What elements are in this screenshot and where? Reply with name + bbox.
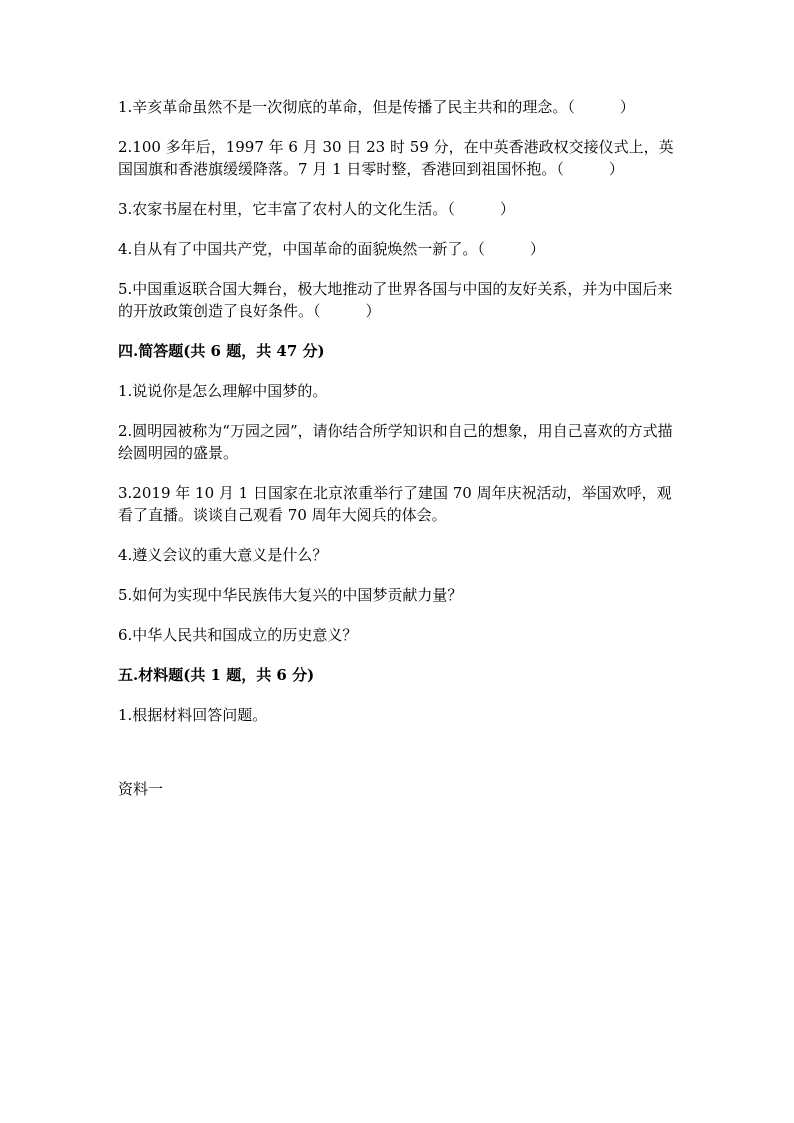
tf-question-1: 1.辛亥革命虽然不是一次彻底的革命，但是传播了民主共和的理念。（ ）: [118, 98, 635, 116]
true-false-section: [118, 96, 674, 322]
short-answer-question-3: 3.2019 年 10 月 1 日国家在北京浓重举行了建国 70 周年庆祝活动，举国欢呼，观看了直播。谈谈自己观看 70 周年大阅兵的体会。: [118, 484, 672, 524]
material-question-1: 1.根据材料回答问题。: [118, 706, 268, 724]
material-label: 资料一: [118, 780, 164, 798]
short-answer-question-2: 2.圆明园被称为“万园之园”，请你结合所学知识和自己的想象，用自己喜欢的方式描绘圆明园的盛景。: [118, 422, 673, 462]
tf-question-2: 2.100 多年后，1997 年 6 月 30 日 23 时 59 分，在中英香港政权交接仪式上，英国国旗和香港旗缓缓降落。7 月 1 日零时整，香港回到祖国怀抱。（ ）: [118, 138, 674, 178]
short-answer-question-5: 5.如何为实现中华民族伟大复兴的中国梦贡献力量？: [118, 586, 463, 604]
short-answer-question-6: 6.中华人民共和国成立的历史意义？: [118, 626, 358, 644]
tf-question-5: 5.中国重返联合国大舞台，极大地推动了世界各国与中国的友好关系，并为中国后来的开放政策创造了良好条件。（ ）: [118, 280, 673, 320]
tf-question-4: 4.自从有了中国共产党，中国革命的面貌焕然一新了。（ ）: [118, 240, 545, 258]
short-answer-heading: 四.简答题(共 6 题，共 47 分): [118, 342, 325, 360]
tf-question-3: 3.农家书屋在村里，它丰富了农村人的文化生活。（ ）: [118, 200, 515, 218]
short-answer-question-4: 4.遵义会议的重大意义是什么？: [118, 546, 328, 564]
short-answer-question-1: 1.说说你是怎么理解中国梦的。: [118, 382, 328, 400]
material-section: [118, 664, 674, 800]
short-answer-section: [118, 340, 674, 646]
material-heading: 五.材料题(共 1 题，共 6 分): [118, 666, 315, 684]
